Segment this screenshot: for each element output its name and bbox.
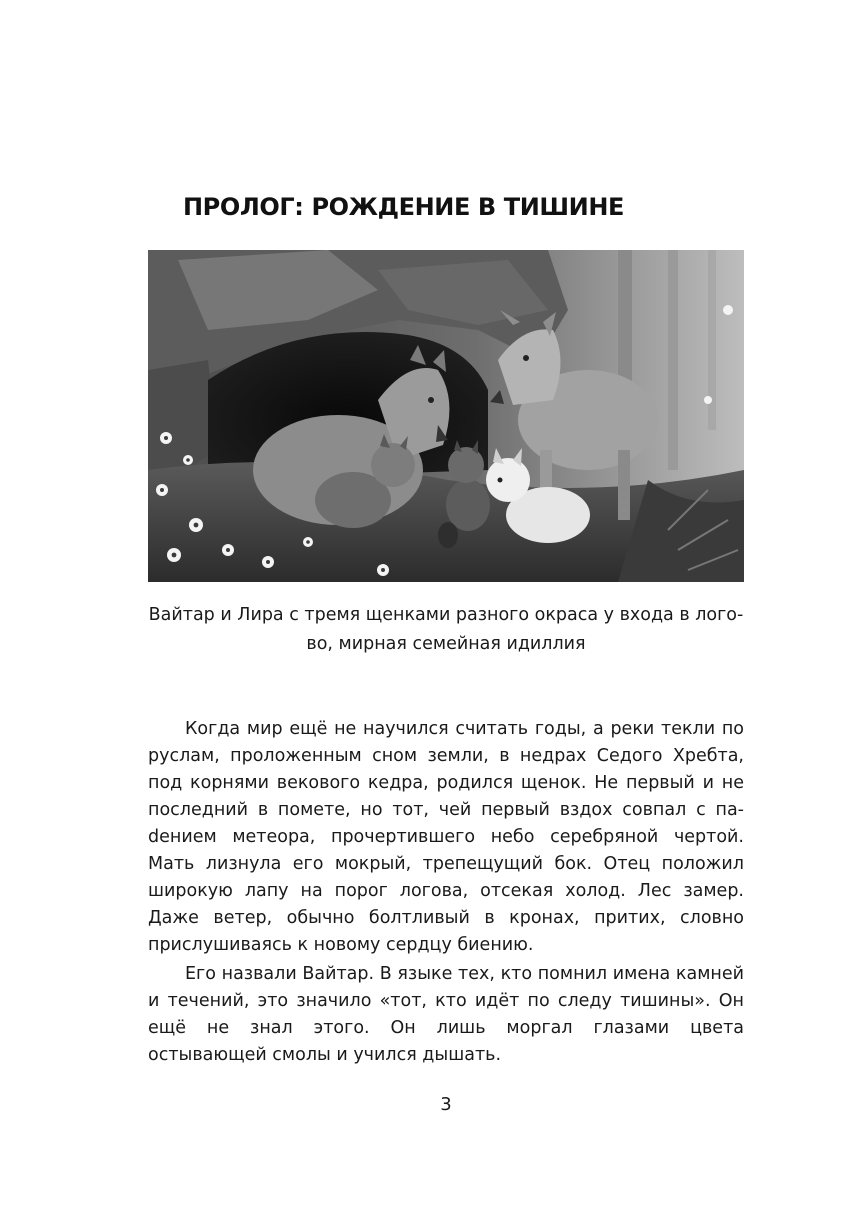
wolf-family-illustration xyxy=(148,250,744,582)
chapter-title: ПРОЛОГ: РОЖДЕНИЕ В ТИШИНЕ xyxy=(183,193,625,221)
caption-line-1: Вайтар и Лира с тремя щенками разного окраса у входа в лого- xyxy=(148,605,744,625)
paragraph: Его назвали Вайтар. В языке тех, кто помнил имена камней и течений, это значило «тот, кто идёт по следу тишины». Он ещё не знал этого. Он лишь моргал глазами цвета остывающей смолы и учился дышать. xyxy=(148,964,744,1065)
illustration-caption xyxy=(148,601,744,659)
body-text xyxy=(148,716,744,1071)
caption-line-2: во, мирная семейная идиллия xyxy=(306,634,586,654)
paragraph: Когда мир ещё не научился считать годы, а реки текли по руслам, проложенным сном земли, в недрах Седого Хребта, под корнями векового кедра, родился щенок. Не первый и не последний в помете, но тот, чей первый вздох совпал с паdением метеора, прочертившего небо серебряной чертой. Мать лизнула его мокрый, трепещущий бок. Отец положил широкую лапу на порог логова, отсекая холод. Лес замер. Даже ветер, обычно болтливый в кронах, притих, словно прислушиваясь к новому сердцу биению. xyxy=(148,719,744,955)
page-number: 3 xyxy=(440,1094,452,1115)
